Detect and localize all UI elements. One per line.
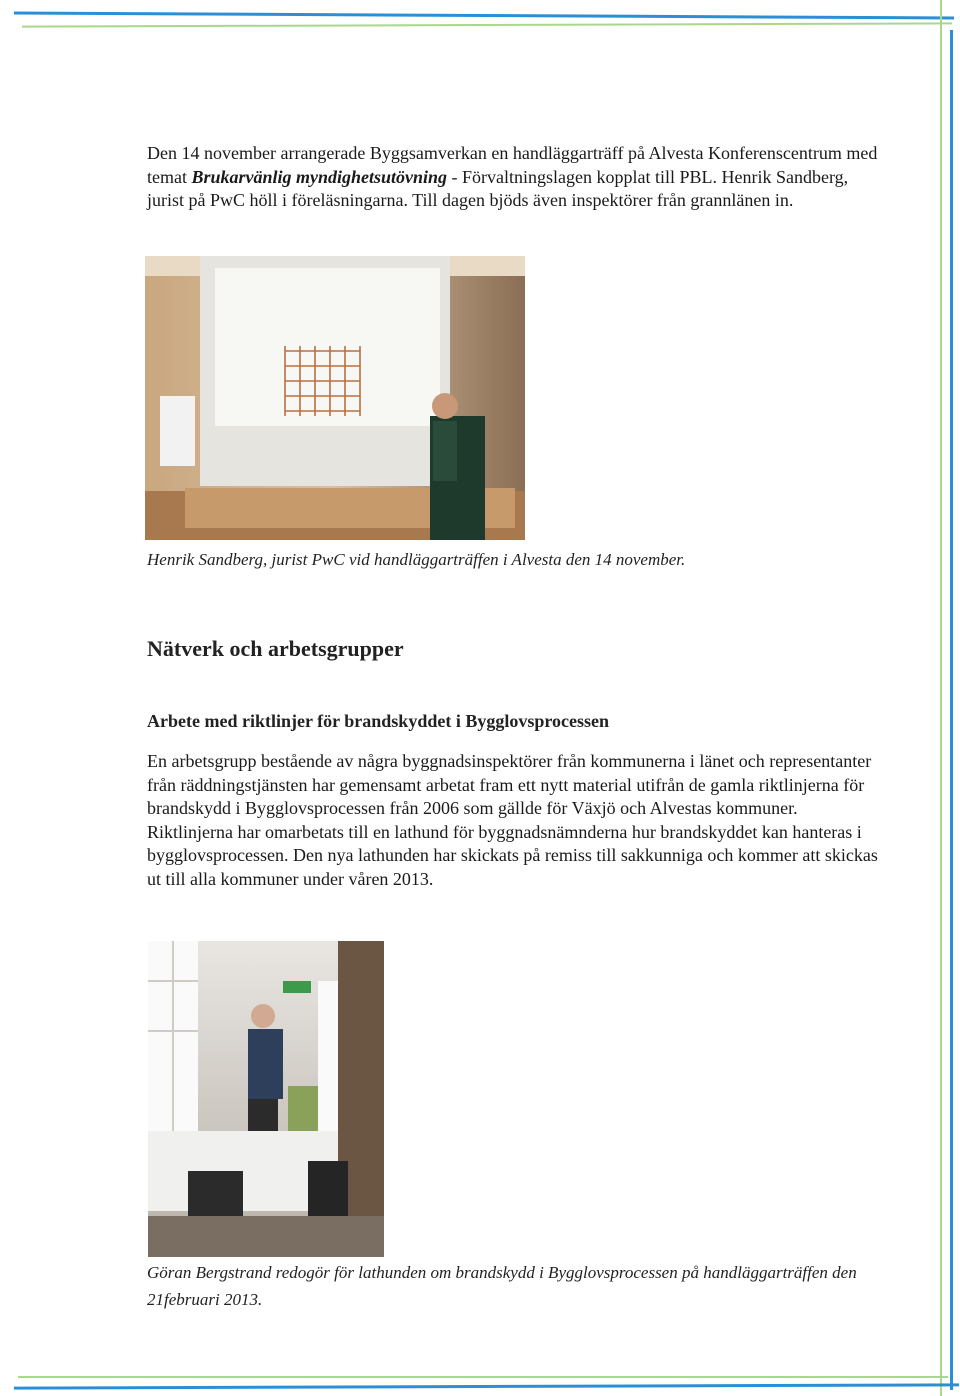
photo-caption: Henrik Sandberg, jurist PwC vid handläggarträffen i Alvesta den 14 november. bbox=[147, 550, 686, 569]
frame-line bbox=[14, 1383, 959, 1389]
intro-text: Den 14 november arrangerade Byggsamverkan en handläggarträff på Alvesta Konferenscentrum med temat bbox=[147, 143, 878, 187]
frame-line bbox=[18, 1376, 948, 1378]
section-heading: Nätverk och arbetsgrupper bbox=[147, 636, 404, 661]
intro-paragraph bbox=[147, 142, 887, 213]
intro-text-end: - Förvaltningslagen kopplat till PBL. Henrik Sandberg, jurist på PwC höll i föreläsningarna. Till dagen bjöds även inspektörer från grannlänen in. bbox=[147, 166, 849, 210]
presenter-photo bbox=[148, 941, 384, 1257]
frame-line bbox=[14, 12, 954, 20]
section-subheading: Arbete med riktlinjer för brandskyddet i Bygglovsprocessen bbox=[147, 711, 609, 731]
presentation-photo bbox=[145, 256, 525, 540]
section-body: En arbetsgrupp bestående av några byggnadsinspektörer från kommunerna i länet och representanter från räddningstjänsten har gemensamt arbetat fram ett nytt material utifrån de gamla riktlinjerna för brandskydd i Bygglovsprocessen från 2006 som gällde för Växjö och Alvestas kommuner. Riktlinjerna har omarbetats till en lathund för byggnadsnämnderna hur brandskyddet kan hanteras i bygglovsprocessen. Den nya lathunden har skickats på remiss till sakkunniga och kommer att skickas ut till alla kommuner under våren 2013. bbox=[147, 751, 878, 889]
frame-line bbox=[940, 0, 942, 1396]
intro-emphasis: Brukarvänlig myndighetsutövning bbox=[191, 166, 448, 187]
frame-line bbox=[22, 22, 952, 27]
photo-caption: Göran Bergstrand redogör för lathunden om brandskydd i Bygglovsprocessen på handläggarträffen den 21februari 2013. bbox=[147, 1263, 857, 1309]
frame-line bbox=[950, 30, 953, 1390]
